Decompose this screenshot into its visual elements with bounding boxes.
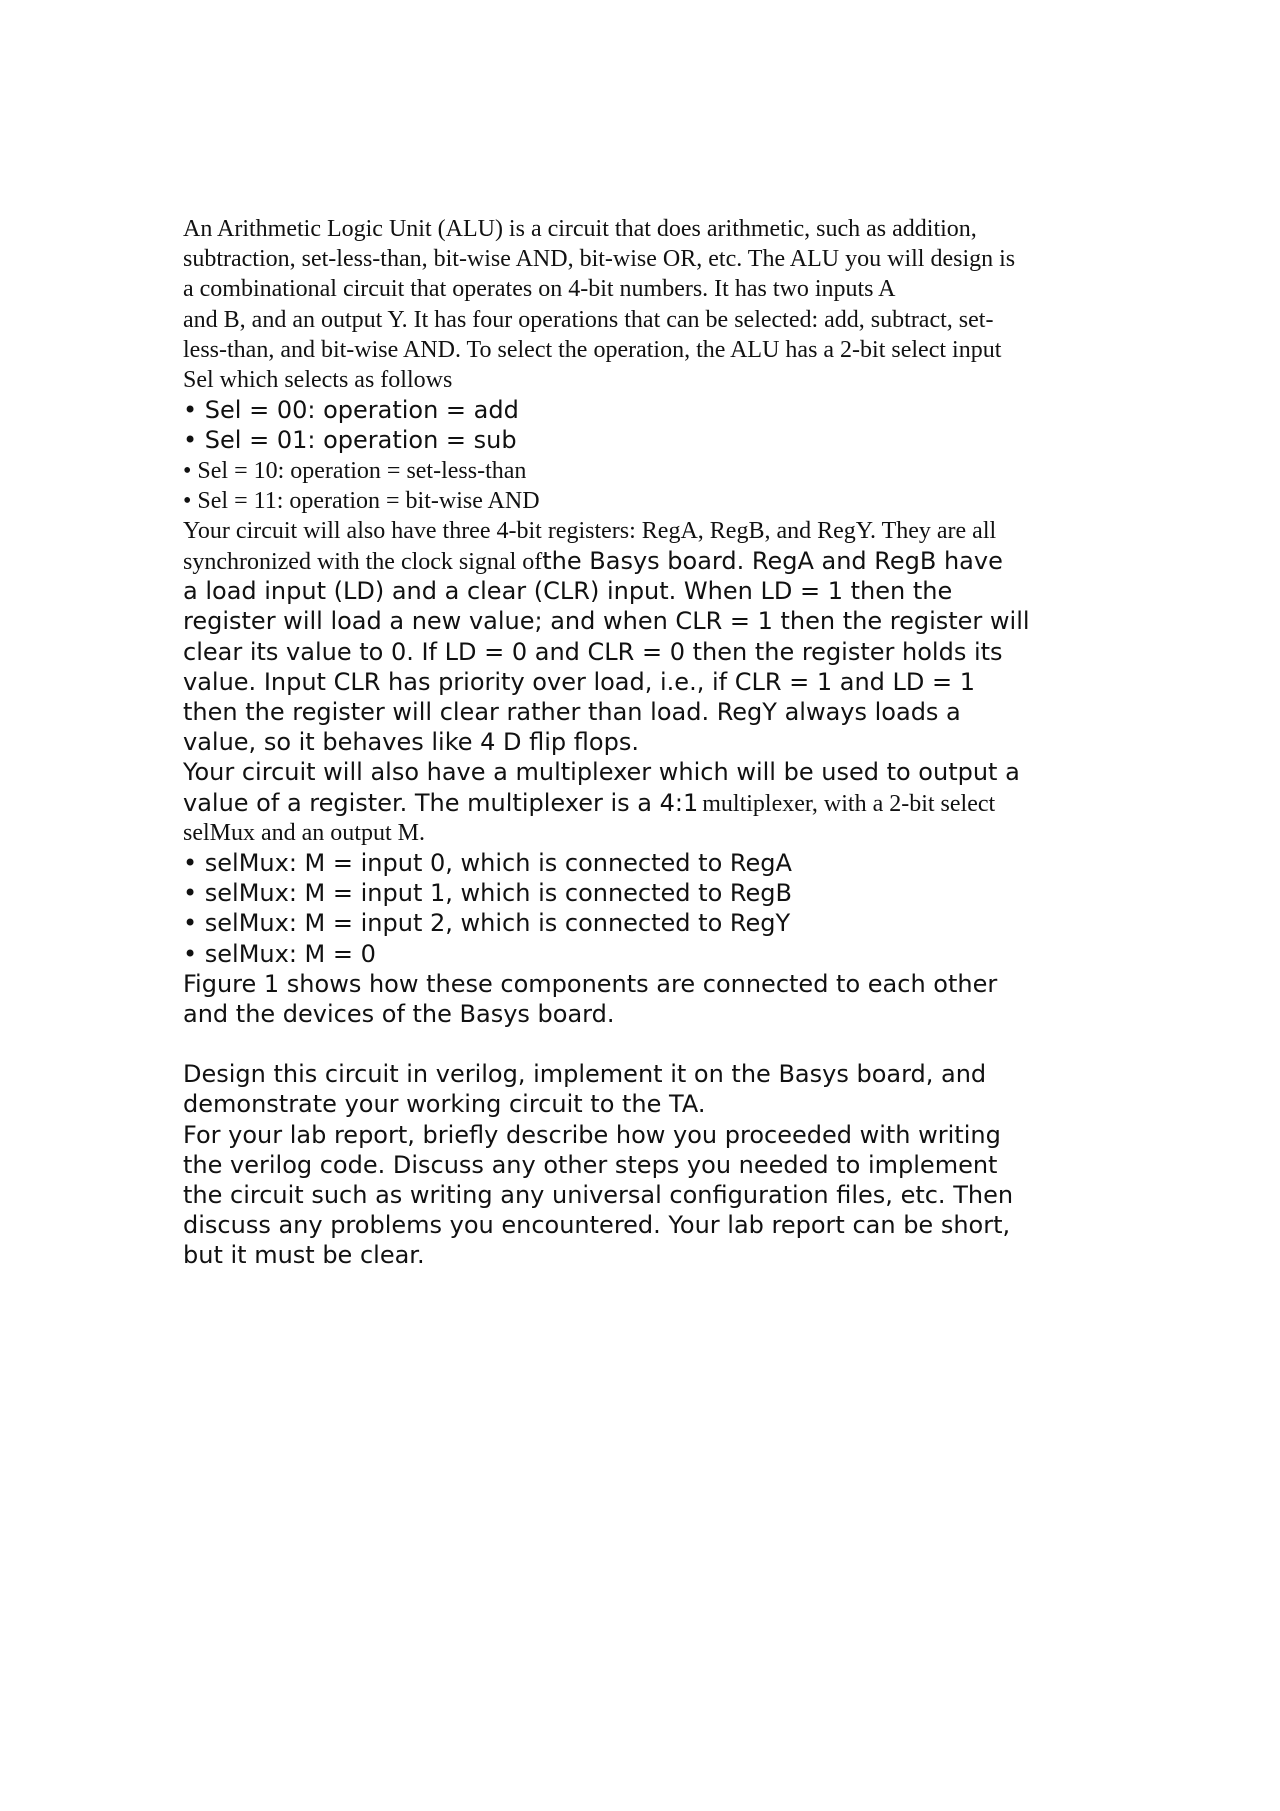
paragraph-fragment: value of a register. The multiplexer is a 4:1: [183, 788, 699, 817]
paragraph-line: the verilog code. Discuss any other steps you needed to implement: [183, 1150, 998, 1179]
paragraph-line: Figure 1 shows how these components are connected to each other: [183, 969, 998, 998]
paragraph-line: and B, and an output Y. It has four operations that can be selected: add, subtract, set-: [183, 306, 994, 333]
paragraph-line: the circuit such as writing any universal configuration files, etc. Then: [183, 1181, 1014, 1209]
paragraph-line: Design this circuit in verilog, implement it on the Basys board, and: [183, 1060, 987, 1089]
paragraph-fragment: the Basys board. RegA and RegB have: [542, 547, 1003, 576]
paragraph-line: less-than, and bit-wise AND. To select the operation, the ALU has a 2-bit select input: [183, 336, 1002, 363]
paragraph-line: discuss any problems you encountered. Your lab report can be short,: [183, 1211, 1011, 1240]
blank-line: [183, 1029, 1103, 1059]
paragraph-line: Your circuit will also have three 4-bit registers: RegA, RegB, and RegY. They are all: [183, 517, 997, 544]
list-item: • selMux: M = 0: [183, 939, 376, 968]
paragraph-line: For your lab report, briefly describe how you proceeded with writing: [183, 1120, 1001, 1149]
paragraph-fragment: multiplexer, with a 2-bit select: [702, 790, 996, 817]
paragraph-line: a load input (LD) and a clear (CLR) input. When LD = 1 then the: [183, 577, 953, 606]
paragraph-line: Your circuit will also have a multiplexer which will be used to output a: [183, 758, 1020, 787]
paragraph-line: subtraction, set-less-than, bit-wise AND, bit-wise OR, etc. The ALU you will design is: [183, 246, 1016, 273]
paragraph-line: Sel which selects as follows: [183, 366, 453, 393]
paragraph-line: register will load a new value; and when CLR = 1 then the register will: [183, 607, 1030, 636]
paragraph-line: value, so it behaves like 4 D flip flops.: [183, 728, 639, 757]
list-item: • selMux: M = input 2, which is connected to RegY: [183, 909, 791, 938]
paragraph-line: clear its value to 0. If LD = 0 and CLR = 0 then the register holds its: [183, 637, 1003, 666]
paragraph-line: selMux and an output M.: [183, 819, 425, 846]
paragraph-line: and the devices of the Basys board.: [183, 999, 615, 1028]
paragraph-line-mixed: [183, 546, 1103, 576]
list-item: • Sel = 00: operation = add: [183, 396, 519, 425]
paragraph-line: a combinational circuit that operates on 4-bit numbers. It has two inputs A: [183, 276, 896, 303]
paragraph-line-mixed: [183, 788, 1103, 818]
list-item: • selMux: M = input 0, which is connected to RegA: [183, 848, 792, 877]
list-item: • Sel = 01: operation = sub: [183, 426, 517, 455]
paragraph-line: then the register will clear rather than load. RegY always loads a: [183, 698, 961, 726]
list-item: • selMux: M = input 1, which is connected to RegB: [183, 879, 792, 908]
paragraph-line: demonstrate your working circuit to the TA.: [183, 1090, 706, 1119]
document-body: [183, 214, 1103, 1271]
paragraph-line: but it must be clear.: [183, 1241, 425, 1270]
list-item: • Sel = 11: operation = bit-wise AND: [183, 487, 540, 514]
paragraph-fragment: synchronized with the clock signal of: [183, 549, 543, 576]
list-item: • Sel = 10: operation = set-less-than: [183, 457, 527, 484]
paragraph-line: An Arithmetic Logic Unit (ALU) is a circuit that does arithmetic, such as addition,: [183, 216, 977, 242]
paragraph-line: value. Input CLR has priority over load, i.e., if CLR = 1 and LD = 1: [183, 667, 976, 696]
